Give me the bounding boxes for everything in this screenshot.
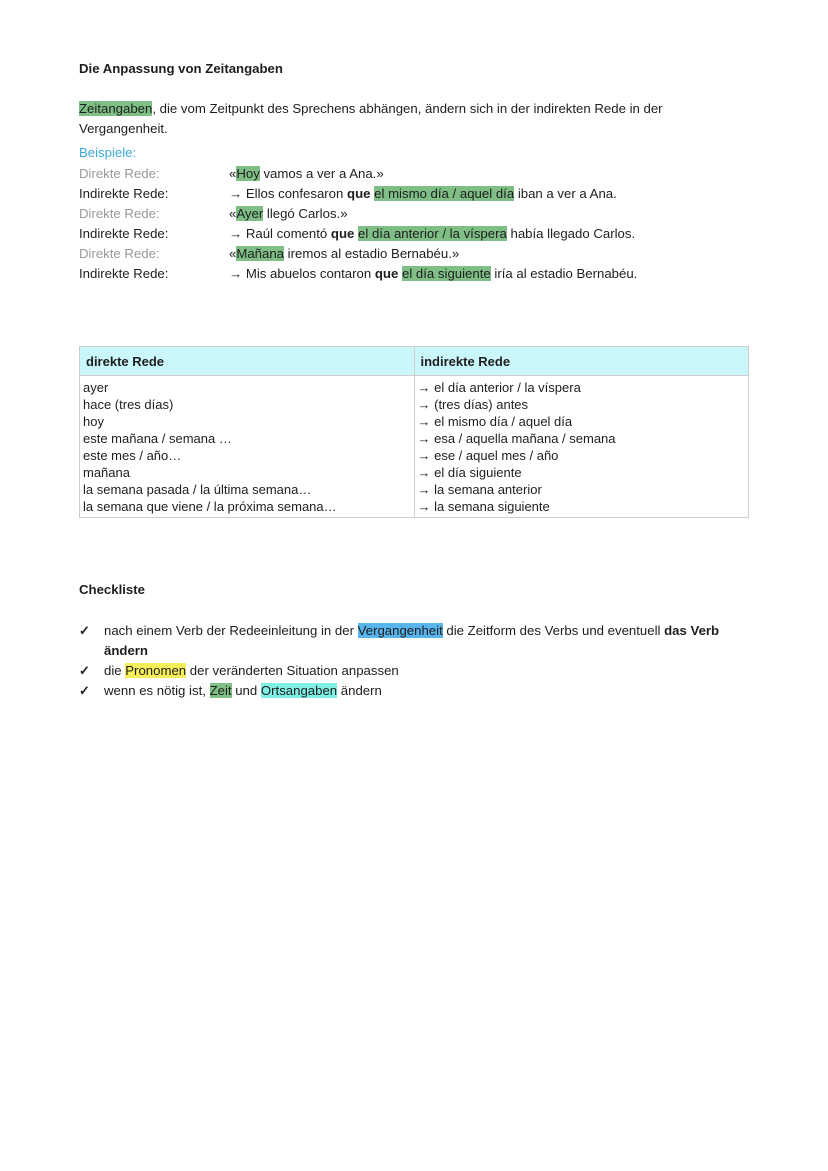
examples-list: [79, 164, 759, 284]
intro-paragraph: [79, 99, 739, 139]
checklist-highlight: Vergangenheit: [357, 623, 443, 638]
checklist: [79, 621, 749, 701]
example-post: iría al estadio Bernabéu.: [490, 266, 638, 281]
table-header-indirekte: indirekte Rede: [414, 347, 749, 376]
example-row: [79, 204, 759, 224]
indirekte-item: → (tres días) antes: [417, 397, 529, 412]
checklist-bold: das Verb ändern: [104, 623, 720, 658]
example-text: [229, 264, 637, 284]
example-highlight: el día siguiente: [402, 266, 491, 281]
checklist-highlight: Zeit: [209, 683, 232, 698]
example-pre: → Raúl comentó: [229, 226, 331, 241]
example-label: Indirekte Rede:: [79, 226, 169, 241]
table-row: [80, 376, 749, 518]
example-highlight: Ayer: [236, 206, 264, 221]
direkte-cell: [80, 376, 415, 518]
example-highlight: el mismo día / aquel día: [374, 186, 515, 201]
indirekte-item: → esa / aquella mañana / semana: [417, 431, 616, 446]
intro-text: , die vom Zeitpunkt des Sprechens abhängen, ändern sich in der indirekten Rede in der Vergangenheit.: [79, 101, 663, 136]
example-post: había llegado Carlos.: [506, 226, 636, 241]
direkte-item: ayer: [83, 380, 109, 395]
example-bold: que: [374, 266, 399, 281]
checklist-text: ändern: [337, 683, 382, 698]
example-pre: → Mis abuelos contaron: [229, 266, 375, 281]
example-text: [229, 224, 635, 244]
indirekte-item: → el día siguiente: [417, 465, 522, 480]
example-highlight: el día anterior / la víspera: [358, 226, 507, 241]
intro-highlight: Zeitangaben: [79, 101, 153, 116]
checkmark-icon: ✓: [79, 683, 91, 698]
example-label: Indirekte Rede:: [79, 266, 169, 281]
example-row: [79, 224, 759, 244]
direkte-item: este mañana / semana …: [83, 431, 232, 446]
example-post: llegó Carlos.»: [263, 206, 348, 221]
example-row: [79, 264, 759, 284]
checkmark-icon: ✓: [79, 623, 91, 638]
indirekte-cell: [414, 376, 749, 518]
checklist-highlight-2: Ortsangaben: [260, 683, 338, 698]
direkte-item: mañana: [83, 465, 130, 480]
checklist-item: [79, 661, 749, 681]
example-text: [229, 204, 348, 224]
indirekte-item: → el día anterior / la víspera: [417, 380, 581, 395]
direkte-item: este mes / año…: [83, 448, 182, 463]
checklist-text: wenn es nötig ist,: [104, 683, 210, 698]
checklist-highlight: Pronomen: [125, 663, 187, 678]
example-text: [229, 184, 617, 204]
example-highlight: Hoy: [236, 166, 260, 181]
checklist-text: und: [231, 683, 261, 698]
checklist-title: Checkliste: [79, 582, 145, 597]
checklist-item: [79, 681, 749, 701]
direkte-item: hoy: [83, 414, 104, 429]
example-pre: «: [229, 246, 237, 261]
checkmark-icon: ✓: [79, 663, 91, 678]
indirekte-item: → la semana anterior: [417, 482, 542, 497]
example-post: vamos a ver a Ana.»: [259, 166, 384, 181]
indirekte-item: → el mismo día / aquel día: [417, 414, 573, 429]
page-title: Die Anpassung von Zeitangaben: [79, 61, 283, 76]
example-bold: que: [347, 186, 371, 201]
checklist-text: die Zeitform des Verbs und eventuell: [442, 623, 665, 638]
table-header-row: [80, 347, 749, 376]
example-bold: que: [330, 226, 355, 241]
checklist-item: [79, 621, 749, 661]
table-header-direkte: direkte Rede: [80, 347, 415, 376]
indirekte-item: → la semana siguiente: [417, 499, 550, 514]
example-text: [229, 244, 459, 264]
example-text: [229, 164, 384, 184]
example-row: [79, 164, 759, 184]
example-pre: «: [229, 206, 237, 221]
direkte-item: la semana pasada / la última semana…: [83, 482, 312, 497]
direkte-item: la semana que viene / la próxima semana…: [83, 499, 337, 514]
example-highlight: Mañana: [236, 246, 285, 261]
direkte-item: hace (tres días): [83, 397, 174, 412]
example-label: Direkte Rede:: [79, 206, 160, 221]
example-pre: → Ellos confesaron: [229, 186, 348, 201]
example-row: [79, 244, 759, 264]
comparison-table: [79, 346, 749, 518]
example-row: [79, 184, 759, 204]
example-post: iremos al estadio Bernabéu.»: [284, 246, 460, 261]
example-post: iban a ver a Ana.: [514, 186, 617, 201]
example-pre: «: [229, 166, 237, 181]
example-label: Direkte Rede:: [79, 166, 160, 181]
checklist-text: der veränderten Situation anpassen: [186, 663, 399, 678]
example-label: Indirekte Rede:: [79, 186, 169, 201]
checklist-text: die: [104, 663, 126, 678]
checklist-text: nach einem Verb der Redeeinleitung in der: [104, 623, 358, 638]
example-label: Direkte Rede:: [79, 246, 160, 261]
indirekte-item: → ese / aquel mes / año: [417, 448, 559, 463]
beispiele-label: Beispiele:: [79, 145, 137, 160]
